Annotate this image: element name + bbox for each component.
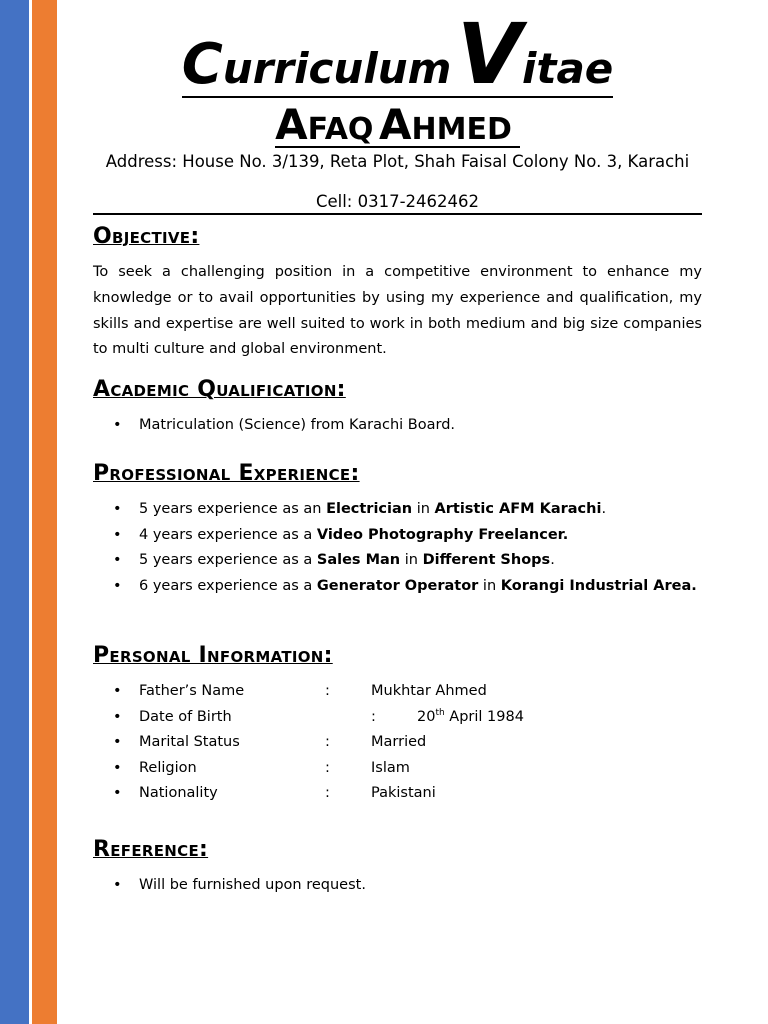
exp-place: Artistic AFM Karachi: [434, 501, 602, 517]
header-divider: [93, 213, 702, 215]
list-item: [93, 497, 702, 523]
bullet-icon: •: [113, 526, 122, 543]
bullet-icon: •: [113, 577, 122, 594]
address-line: Address: House No. 3/139, Reta Plot, Shah Faisal Colony No. 3, Karachi: [105, 152, 690, 171]
exp-place: Different Shops: [422, 552, 551, 569]
academic-list: [93, 413, 702, 439]
exp-text: .: [601, 501, 607, 517]
exp-text: in: [412, 501, 435, 517]
bullet-icon: •: [113, 552, 122, 569]
professional-list: [93, 497, 702, 599]
personal-list: [93, 679, 702, 807]
info-label: Date of Birth: [139, 708, 232, 725]
cell-number: Cell: 0317-2462462: [315, 192, 480, 211]
list-item: [93, 548, 702, 574]
info-value: Pakistani: [371, 785, 436, 802]
name-faq: FAQ: [307, 112, 374, 147]
info-colon: :: [325, 785, 330, 802]
info-label: Father’s Name: [139, 683, 245, 699]
professional-heading: [93, 463, 360, 485]
info-colon: :: [325, 734, 330, 751]
list-item: [93, 873, 702, 899]
bullet-icon: •: [113, 417, 122, 433]
info-label: Nationality: [139, 785, 218, 802]
exp-text: 5 years experience as an: [139, 501, 327, 517]
bullet-icon: •: [113, 785, 122, 802]
bullet-icon: •: [113, 877, 122, 893]
title-urriculum: urriculum: [222, 44, 452, 93]
list-item: [93, 679, 702, 705]
info-value: Islam: [371, 759, 410, 776]
exp-text: 5 years experience as a: [139, 552, 317, 569]
info-colon: :: [325, 683, 330, 699]
academic-heading-text: Academic Qualification:: [93, 377, 346, 402]
info-value-day: 20: [417, 708, 436, 725]
list-item: [93, 730, 702, 756]
objective-heading-text: Objective:: [93, 224, 200, 249]
academic-heading: [93, 379, 346, 401]
list-item: [93, 413, 702, 439]
objective-text: To seek a challenging position in a competitive environment to enhance my knowledge or to avail opportunities by using my experience and qualification, my skills and expertise are well suited to work in both medium and big size companies to multi culture and global environment.: [93, 264, 702, 358]
title-initial-v: V: [456, 5, 522, 103]
exp-text: 6 years experience as a: [139, 577, 317, 594]
list-item: [93, 756, 702, 782]
bullet-icon: •: [113, 683, 122, 699]
exp-role: Sales Man: [316, 552, 401, 569]
exp-text: in: [400, 552, 423, 569]
list-item: [93, 574, 702, 600]
info-label: Marital Status: [139, 734, 240, 751]
reference-list: [93, 873, 702, 899]
info-label: Religion: [139, 759, 197, 776]
bullet-icon: •: [113, 708, 122, 725]
exp-role: Video Photography Freelancer.: [316, 526, 569, 543]
personal-heading-text: Personal Information:: [93, 643, 333, 668]
exp-role: Electrician: [326, 501, 413, 517]
list-item: [93, 781, 702, 807]
reference-item-text: Will be furnished upon request.: [139, 877, 366, 893]
list-item: [93, 705, 702, 731]
name-initial-a: A: [275, 100, 308, 149]
info-value: Married: [371, 734, 427, 751]
candidate-name: [93, 100, 702, 149]
exp-place: Korangi Industrial Area.: [500, 577, 697, 594]
list-item: [93, 523, 702, 549]
info-value: April 1984: [444, 708, 524, 725]
info-colon: :: [325, 759, 330, 776]
left-orange-bar: [32, 0, 57, 1024]
academic-item-text: Matriculation (Science) from Karachi Board.: [139, 417, 456, 433]
title-initial-c: C: [181, 32, 223, 97]
reference-heading: [93, 839, 208, 861]
exp-text: 4 years experience as a: [139, 526, 317, 543]
bullet-icon: •: [113, 501, 122, 517]
exp-text: .: [550, 552, 555, 569]
reference-heading-text: Reference:: [93, 837, 209, 862]
exp-text: in: [478, 577, 501, 594]
left-blue-bar: [0, 0, 29, 1024]
info-value: Mukhtar Ahmed: [371, 683, 487, 699]
personal-heading: [93, 645, 333, 667]
exp-role: Generator Operator: [316, 577, 479, 594]
name-initial-a2: A: [379, 100, 412, 149]
info-colon: :: [371, 708, 376, 725]
bullet-icon: •: [113, 759, 122, 776]
info-value-suffix: th: [435, 707, 445, 718]
objective-heading: [93, 226, 199, 248]
bullet-icon: •: [113, 734, 122, 751]
title-itae: itae: [521, 44, 614, 93]
document-title: [93, 5, 702, 103]
name-hmed: HMED: [411, 112, 512, 147]
professional-heading-text: Professional Experience:: [93, 461, 360, 486]
